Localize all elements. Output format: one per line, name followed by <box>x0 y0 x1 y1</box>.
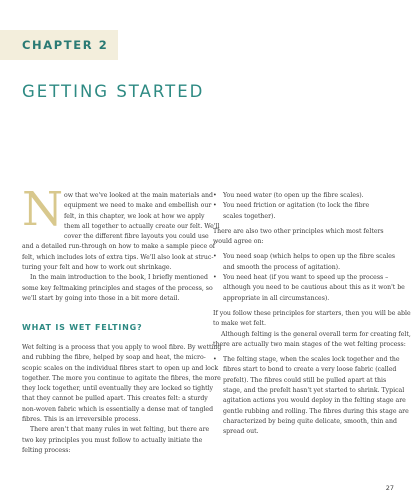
intro-line: some key feltmaking principles and stages of the process, so <box>22 284 213 292</box>
intro-line: felt, which includes lots of extra tips. We'll also look at struc- <box>22 253 214 261</box>
intro-line: In the main introduction to the book, I briefly mentioned <box>30 274 208 282</box>
intro-line: equipment we need to make and embellish our <box>64 202 212 210</box>
body-line: Although felting is the general overall term for creating felt, <box>221 330 411 338</box>
section-heading: WHAT IS WET FELTING? <box>22 323 143 332</box>
body-line: two key principles you must follow to actually initiate the <box>22 436 203 444</box>
body-line: that they cannot be pulled apart. This creates felt: a sturdy <box>22 395 208 403</box>
intro-line: we'll start by going into those in a bit more detail. <box>22 294 180 302</box>
list-line: and smooth the process of agitation). <box>223 263 341 271</box>
bullet: • <box>213 274 217 282</box>
body-line: fibres. This is an irreversible process. <box>22 416 141 424</box>
body-line: they lock together, until eventually they are locked so tightly <box>22 385 214 393</box>
list-line: You need soap (which helps to open up the fibre scales <box>223 253 396 261</box>
intro-column <box>22 191 220 304</box>
page-title: GETTING STARTED <box>22 82 205 101</box>
body-line: Wet felting is a process that you apply to wool fibre. By wetting <box>22 344 222 351</box>
right-column <box>213 191 411 438</box>
intro-line: turing your felt and how to work out shrinkage. <box>22 264 172 272</box>
list-item <box>213 191 394 201</box>
bullet: • <box>213 356 217 364</box>
list-line: gentle rubbing and rolling. The fibres during this stage are <box>223 407 409 415</box>
bullet: • <box>213 202 217 210</box>
body-line: there are actually two main stages of the wet felting process: <box>213 340 406 348</box>
bullet: • <box>213 253 217 261</box>
wet-felting-column <box>22 343 222 456</box>
body-line: to make wet felt. <box>213 320 266 328</box>
list-line: agitation actions you would deploy in the felting stage are <box>223 397 406 405</box>
list-line: stage, and the prefelt hasn't yet started to shrink. Typical <box>223 387 405 395</box>
list-item <box>213 201 394 222</box>
list-line: You need friction or agitation (to lock the fibre <box>223 202 370 210</box>
principles-list <box>213 191 394 222</box>
list-line: The felting stage, when the scales lock together and the <box>223 356 400 364</box>
list-line: characterized by being quite delicate, smooth, thin and <box>223 417 397 425</box>
intro-line: them all together to actually create our felt. We'll <box>64 222 220 230</box>
extra-principles-list <box>213 252 405 303</box>
body-line: felting process: <box>22 446 71 454</box>
intro-line: felt, in this chapter, we look at how we apply <box>64 212 205 220</box>
body-line: would agree on: <box>213 238 264 246</box>
intro-line: and a detailed run-through on how to make a sample piece of <box>22 243 216 251</box>
intro-line: cover the different fibre layouts you could use <box>64 233 209 241</box>
body-line: If you follow these principles for starters, then you will be able <box>213 309 411 317</box>
bullet: • <box>213 192 217 199</box>
intro-line: ow that we've looked at the main materials and <box>64 192 213 199</box>
list-line: You need water (to open up the fibre scales). <box>223 192 364 199</box>
drop-cap: N <box>22 182 64 237</box>
stages-list <box>213 355 409 437</box>
list-item <box>213 252 394 273</box>
body-line: scopic scales on the individual fibres start to open up and lock <box>22 364 219 372</box>
body-line: together. The more you continue to agitate the fibres, the more <box>22 374 221 382</box>
body-line: and rubbing the fibre, helped by soap and heat, the micro- <box>22 354 206 362</box>
list-line: although you need to be cautious about this as it won't be <box>223 284 405 292</box>
chapter-label: CHAPTER 2 <box>22 38 109 52</box>
list-line: appropriate in all circumstances). <box>223 294 330 302</box>
list-item <box>213 355 409 437</box>
body-line: There aren't that many rules in wet felting, but there are <box>30 426 210 434</box>
body-line: There are also two other principles which most felters <box>213 227 384 235</box>
body-line: non-woven fabric which is essentially a dense mat of tangled <box>22 405 214 413</box>
list-line: scales together). <box>223 212 276 220</box>
list-line: spread out. <box>223 428 259 436</box>
list-item <box>213 273 405 304</box>
page-number: 27 <box>385 484 394 492</box>
list-line: You need heat (if you want to speed up the process – <box>223 274 389 282</box>
list-line: prefelt). The fibres could still be pulled apart at this <box>223 376 387 384</box>
list-line: fibres start to bond to create a very loose fabric (called <box>223 366 397 374</box>
